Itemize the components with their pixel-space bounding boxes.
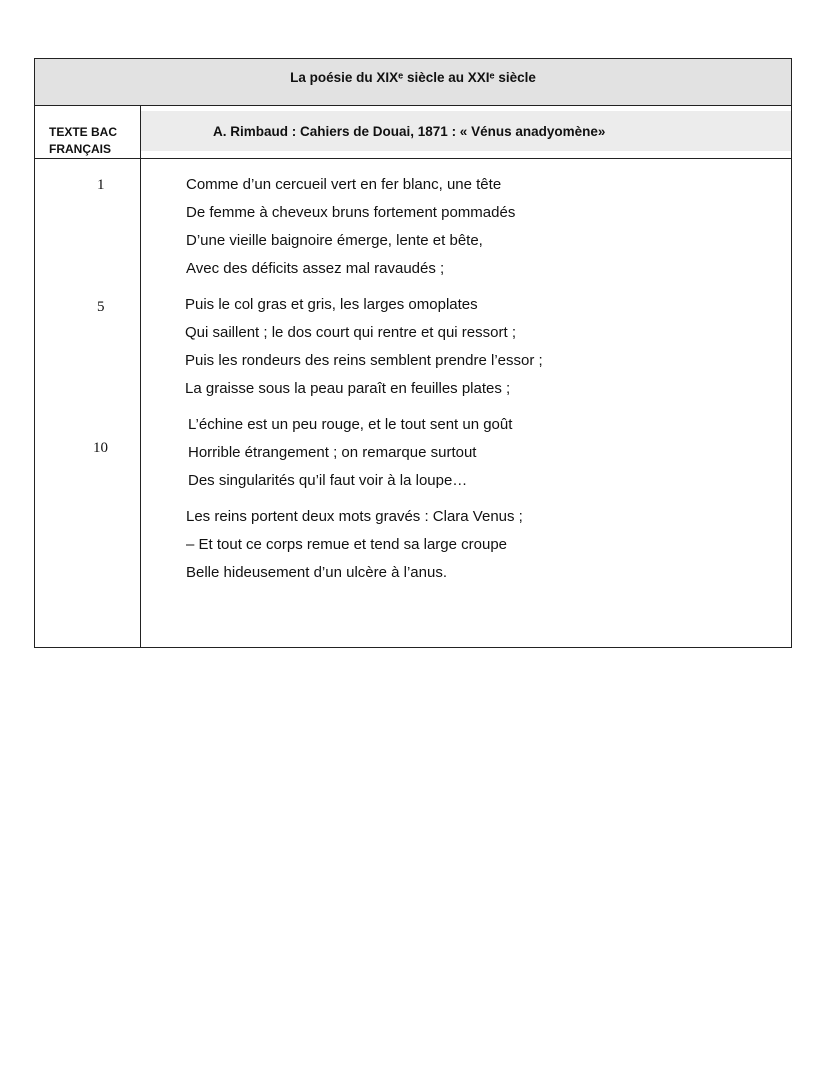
verse-line: Puis les rondeurs des reins semblent prendre l’essor ; (185, 352, 543, 369)
section-label-line2: FRANÇAIS (49, 142, 111, 156)
verse-line: Les reins portent deux mots gravés : Clara Venus ; (186, 508, 523, 525)
section-label-line1: TEXTE BAC (49, 125, 118, 139)
poem-sheet (34, 58, 792, 648)
column-divider (140, 106, 141, 647)
verse-line: La graisse sous la peau paraît en feuilles plates ; (185, 380, 511, 397)
verse-line: Des singularités qu’il faut voir à la loupe… (188, 472, 468, 489)
verse-line: – Et tout ce corps remue et tend sa large croupe (186, 536, 508, 553)
line-number: 5 (97, 299, 105, 315)
verse-line: Puis le col gras et gris, les larges omoplates (185, 296, 478, 313)
line-number: 1 (97, 177, 105, 193)
verse-line: Comme d’un cercueil vert en fer blanc, une tête (186, 176, 502, 193)
section-label (49, 124, 117, 158)
verse-line: D’une vieille baignoire émerge, lente et bête, (186, 232, 483, 249)
verse-line: Avec des déficits assez mal ravaudés ; (186, 260, 445, 277)
verse-line: L’échine est un peu rouge, et le tout sent un goût (188, 416, 513, 433)
verse-line: Qui saillent ; le dos court qui rentre et qui ressort ; (185, 324, 516, 341)
poem-subtitle: A. Rimbaud : Cahiers de Douai, 1871 : « Vénus anadyomène» (213, 124, 606, 139)
line-number: 10 (93, 440, 108, 456)
header-band (35, 59, 791, 106)
verse-line: Belle hideusement d’un ulcère à l’anus. (186, 564, 447, 581)
document-title: La poésie du XIXᵉ siècle au XXIᵉ siècle (290, 70, 536, 85)
verse-line: Horrible étrangement ; on remarque surtout (188, 444, 477, 461)
verse-line: De femme à cheveux bruns fortement pommadés (186, 204, 516, 221)
